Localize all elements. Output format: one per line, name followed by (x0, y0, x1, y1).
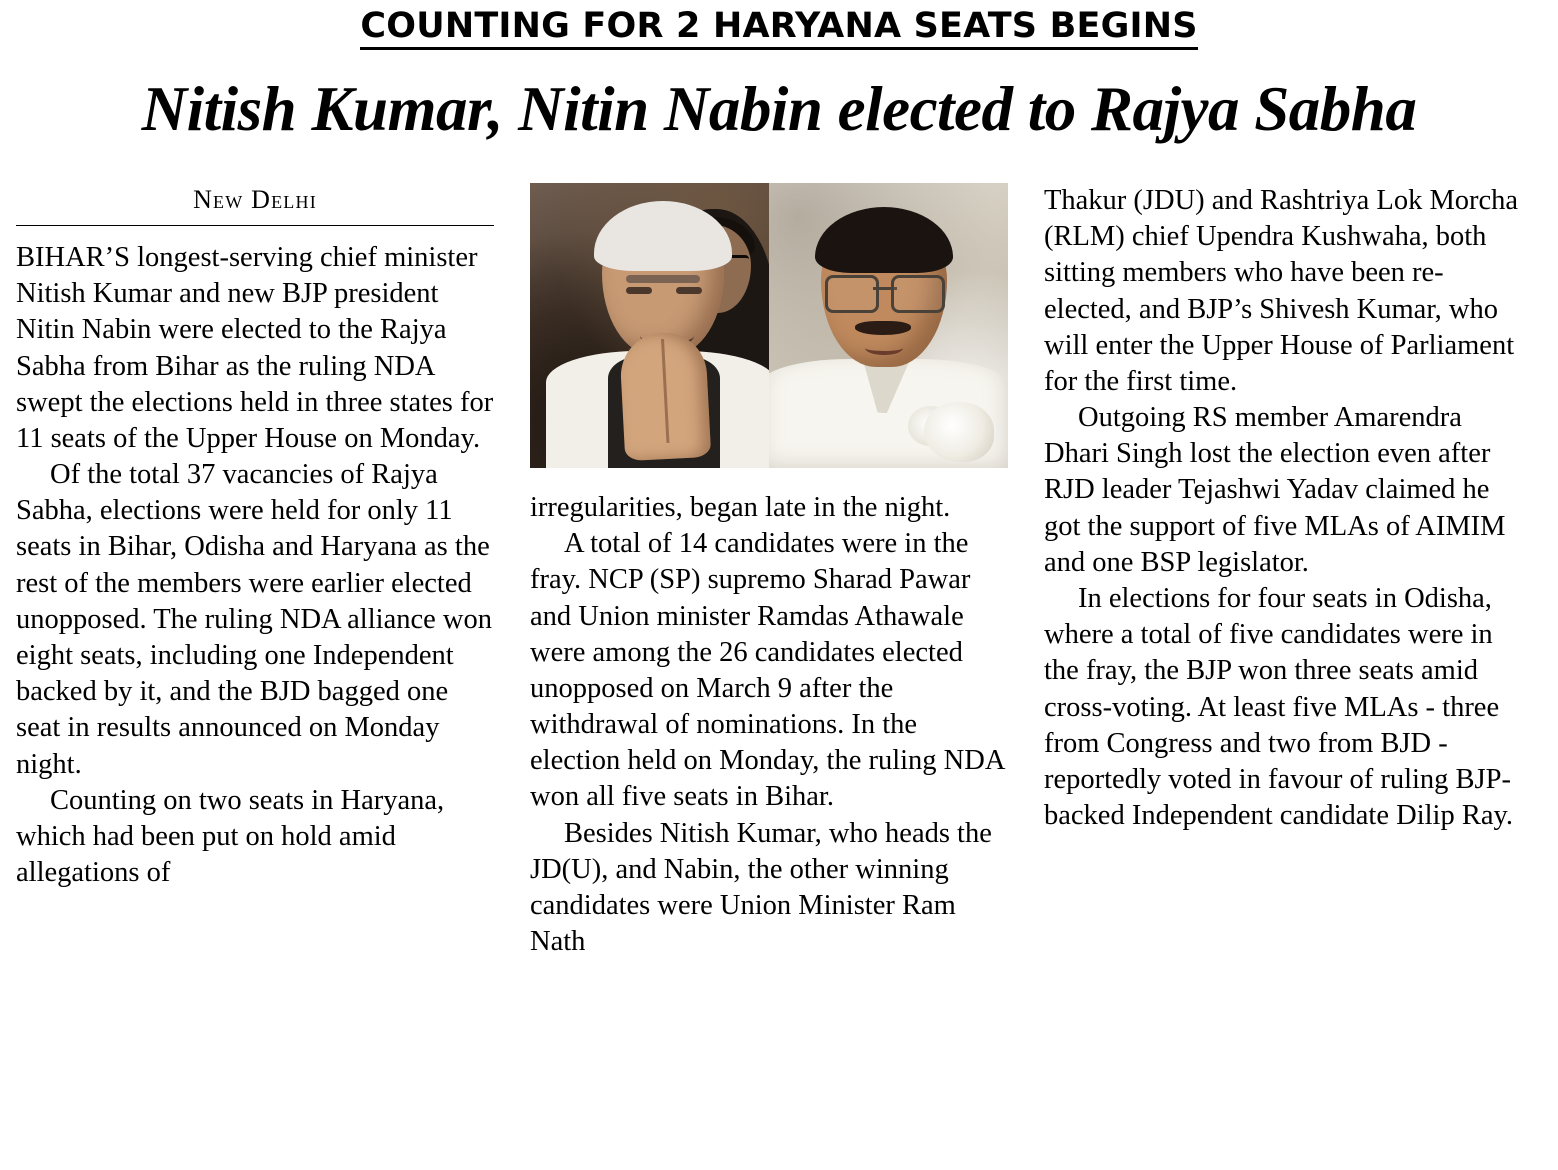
subject-brow (626, 275, 700, 283)
subject-eye-left (626, 287, 652, 294)
paragraph: Outgoing RS member Amarendra Dhari Singh lost the election even after RJD leader Tejashwi Yadav claimed he got the support of five MLAs of AIMIM and one BSP legislator. (1044, 402, 1506, 578)
kicker-text: COUNTING FOR 2 HARYANA SEATS BEGINS (360, 8, 1197, 50)
dateline-wrap (16, 183, 494, 215)
column-3 (1044, 183, 1522, 960)
article-photo (530, 183, 1008, 468)
lens-right (891, 275, 945, 313)
photo-right-nitin-nabin (769, 183, 1008, 468)
folded-hands-icon (619, 331, 711, 461)
paragraph: In elections for four seats in Odisha, where a total of five candidates were in the fray, the BJP won three seats amid cross-voting. At least five MLAs - three from Congress and two from BJD - reportedly voted in favour of ruling BJP-backed Independent candidate Dilip Ray. (1044, 583, 1514, 832)
paragraph: A total of 14 candidates were in the fray. NCP (SP) supremo Sharad Pawar and Union minister Ramdas Athawale were among the 26 candidates elected unopposed on March 9 after the withdrawal of nominations. In the election held on Monday, the ruling NDA won all five seats in Bihar. (530, 528, 1004, 813)
column-1 (16, 183, 494, 960)
dateline: New Delhi (193, 184, 317, 214)
paragraph: Of the total 37 vacancies of Rajya Sabha, elections were held for only 11 seats in Bihar, Odisha and Haryana as the rest of the members were earlier elected unopposed. The ruling NDA alliance won eight seats, including one Independent backed by it, and the BJD bagged one seat in results announced on Monday night. (16, 459, 492, 780)
paragraph: Besides Nitish Kumar, who heads the JD(U), and Nabin, the other winning candidates were Union Minister Ram Nath (530, 817, 992, 958)
page-title: Nitish Kumar, Nitin Nabin elected to Rajya Sabha (141, 73, 1417, 144)
subject-mouth (865, 341, 903, 355)
subject-moustache (855, 321, 911, 335)
article-columns (16, 183, 1542, 960)
kicker (16, 0, 1542, 50)
spectacles-icon (825, 275, 945, 309)
paragraph: BIHAR’S longest-serving chief minister Nitish Kumar and new BJP president Nitin Nabin were elected to the Rajya Sabha from Bihar as the ruling NDA swept the elections held in three states for 11 seats of the Upper House on Monday. (16, 241, 494, 454)
lens-left (825, 275, 879, 313)
column-2 (530, 183, 1008, 960)
paragraph: Counting on two seats in Haryana, which had been put on hold amid allegations of (16, 784, 445, 889)
photo-left-nitish-kumar (530, 183, 769, 468)
paragraph: irregularities, began late in the night. (530, 491, 951, 523)
dateline-rule (16, 225, 494, 226)
flower-decoration (924, 402, 994, 462)
subject-eye-right (676, 287, 702, 294)
paragraph: Thakur (JDU) and Rashtriya Lok Morcha (RLM) chief Upendra Kushwaha, both sitting members who have been re-elected, and BJP’s Shivesh Kumar, who will enter the Upper House of Parliament for the first time. (1044, 184, 1519, 397)
